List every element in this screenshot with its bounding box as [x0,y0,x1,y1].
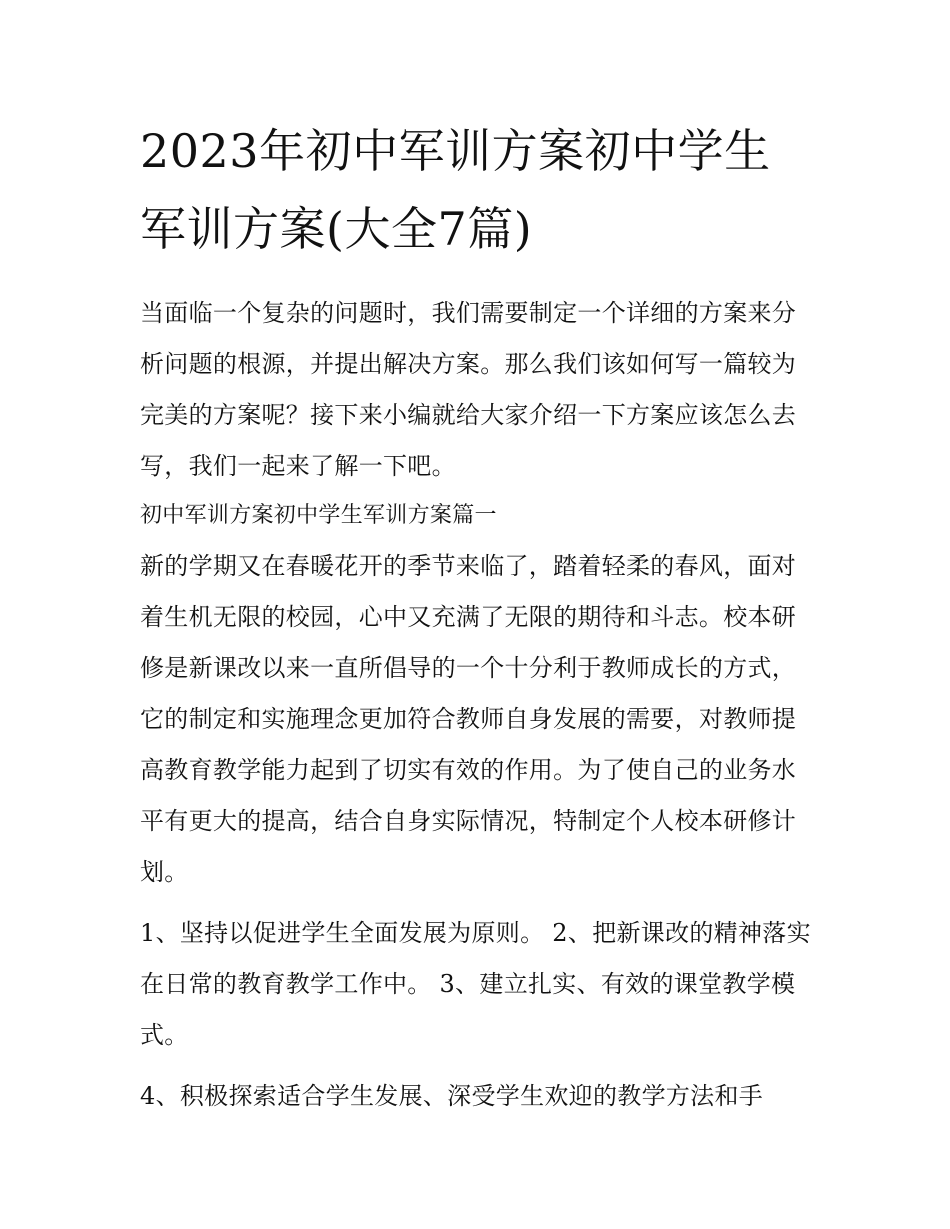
document-title: 2023年初中军训方案初中学生军训方案(大全7篇) [140,124,771,256]
body-paragraph-1: 新的学期又在春暖花开的季节来临了，踏着轻柔的春风，面对着生机无限的校园，心中又充满了无限的期待和斗志。校本研修是新课改以来一直所倡导的一个十分利于教师成长的方式，它的制定和实施理念更加符合教师自身发展的需要，对教师提高教育教学能力起到了切实有效的作用。为了使自己的业务水平有更大的提高，结合自身实际情况，特制定个人校本研修计划。 [140,552,797,886]
document-page [140,112,812,1122]
body-paragraph-2: 1、坚持以促进学生全面发展为原则。 2、把新课改的精神落实在日常的教育教学工作中。 3、建立扎实、有效的课堂教学模式。 [140,919,811,1049]
intro-paragraph: 当面临一个复杂的问题时，我们需要制定一个详细的方案来分析问题的根源，并提出解决方案。那么我们该如何写一篇较为完美的方案呢？接下来小编就给大家介绍一下方案应该怎么去写，我们一起来了解一下吧。 [140,299,797,480]
body-paragraph-3: 4、积极探索适合学生发展、深受学生欢迎的教学方法和手 [140,1082,764,1110]
section-heading: 初中军训方案初中学生军训方案篇一 [140,503,497,528]
